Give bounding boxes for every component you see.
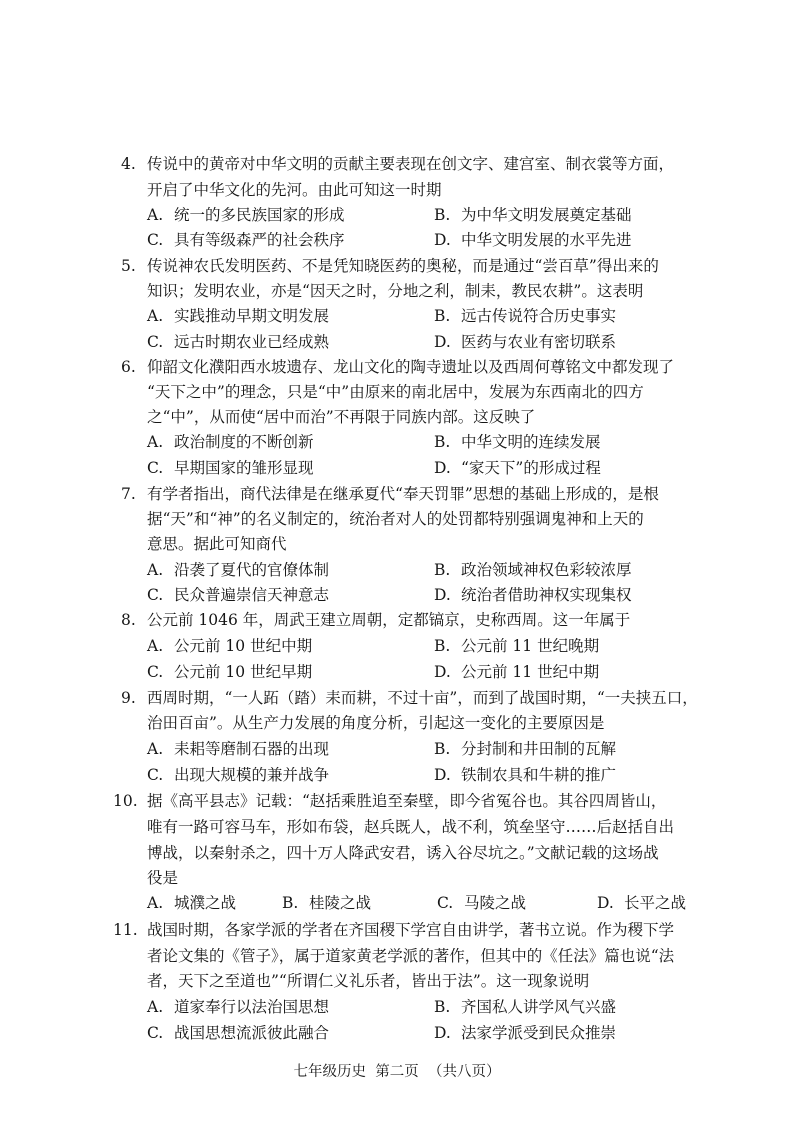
option-text: 中华文明的连续发展: [461, 433, 601, 451]
option-a: [147, 205, 345, 225]
option-b: [434, 306, 616, 326]
option-letter: C.: [147, 586, 164, 604]
option-text: 政治制度的不断创新: [174, 433, 314, 451]
option-letter: C.: [437, 894, 454, 912]
option-letter: D.: [434, 663, 451, 681]
option-letter: B.: [434, 206, 451, 224]
option-text: 城濮之战: [174, 894, 237, 912]
option-letter: D.: [434, 766, 451, 784]
option-letter: A.: [147, 998, 164, 1016]
option-letter: D.: [434, 586, 451, 604]
option-letter: B.: [434, 637, 451, 655]
option-letter: C.: [147, 459, 164, 477]
option-c: [147, 230, 345, 250]
option-letter: A.: [147, 637, 164, 655]
question-stem-line: 唯有一路可容马车，形如布袋，赵兵既人，战不利，筑垒坚守……后赵括自出: [147, 818, 675, 836]
option-b: [434, 432, 601, 452]
option-text: 出现大规模的兼并战争: [174, 766, 330, 784]
option-letter: B.: [434, 998, 451, 1016]
option-letter: A.: [147, 433, 164, 451]
option-letter: B.: [434, 740, 451, 758]
option-letter: D.: [597, 894, 614, 912]
option-letter: B.: [282, 894, 299, 912]
option-d: [434, 585, 632, 605]
option-b: [434, 560, 632, 580]
question-stem-line: 治田百亩”。从生产力发展的角度分析，引起这一变化的主要原因是: [147, 714, 605, 732]
question-stem-line: 者，天下之至道也”“所谓仁义礼乐者，皆出于法”。这一现象说明: [147, 972, 590, 990]
question-stem-line: 者论文集的《管子》，属于道家黄老学派的著作，但其中的《任法》篇也说“法: [147, 947, 675, 965]
question-stem-line: 之“中”，从而使“居中而治”不再限于同族内部。这反映了: [147, 408, 536, 426]
option-c: [147, 458, 314, 478]
option-letter: A.: [147, 740, 164, 758]
option-a: [147, 306, 329, 326]
question-number: 8.: [121, 611, 136, 629]
question-stem-line: 役是: [147, 869, 179, 887]
option-b: [434, 739, 616, 759]
option-d: [434, 765, 616, 785]
option-text: 法家学派受到民众推崇: [461, 1024, 617, 1042]
option-text: 统一的多民族国家的形成: [174, 206, 345, 224]
option-c: [437, 893, 526, 913]
option-text: 具有等级森严的社会秩序: [174, 231, 345, 249]
option-letter: D.: [434, 231, 451, 249]
question-stem-line: 西周时期，“一人跖（踏）耒而耕，不过十亩”，而到了战国时期，“一夫挟五口，: [147, 689, 698, 707]
option-text: “家天下”的形成过程: [461, 459, 601, 477]
option-letter: C.: [147, 1024, 164, 1042]
option-text: 公元前 11 世纪中期: [461, 663, 600, 681]
option-letter: B.: [434, 307, 451, 325]
question-stem-line: 公元前 1046 年，周武王建立周朝，定都镐京，史称西周。这一年属于: [147, 611, 631, 629]
option-letter: D.: [434, 333, 451, 351]
option-c: [147, 662, 312, 682]
option-text: 沿袭了夏代的官僚体制: [174, 561, 330, 579]
question-stem-line: 战国时期，各家学派的学者在齐国稷下学宫自由讲学，著书立说。作为稷下学: [147, 921, 675, 939]
option-letter: A.: [147, 894, 164, 912]
option-c: [147, 1023, 329, 1043]
option-text: 为中华文明发展奠定基础: [461, 206, 632, 224]
option-text: 医药与农业有密切联系: [461, 333, 617, 351]
question-number: 11.: [113, 921, 138, 939]
option-d: [434, 458, 601, 478]
option-b: [282, 893, 371, 913]
option-letter: B.: [434, 433, 451, 451]
option-text: 实践推动早期文明发展: [174, 307, 330, 325]
option-text: 远古时期农业已经成熟: [174, 333, 330, 351]
question-stem-line: 意思。据此可知商代: [147, 535, 287, 553]
option-text: 统治者借助神权实现集权: [461, 586, 632, 604]
option-b: [434, 205, 632, 225]
option-text: 道家奉行以法治国思想: [174, 998, 330, 1016]
option-text: 公元前 10 世纪中期: [174, 637, 313, 655]
question-number: 7.: [121, 485, 136, 503]
question-stem-line: 开启了中华文化的先河。由此可知这一时期: [147, 181, 442, 199]
option-text: 桂陵之战: [309, 894, 372, 912]
option-a: [147, 893, 236, 913]
option-c: [147, 585, 329, 605]
option-text: 民众普遍崇信天神意志: [174, 586, 330, 604]
option-letter: C.: [147, 663, 164, 681]
option-text: 中华文明发展的水平先进: [461, 231, 632, 249]
option-text: 远古传说符合历史事实: [461, 307, 617, 325]
question-stem-line: 知识；发明农业，亦是“因天之时，分地之利，制耒，教民农耕”。这表明: [147, 282, 644, 300]
question-stem-line: 传说中的黄帝对中华文明的贡献主要表现在创文字、建宫室、制衣裳等方面，: [147, 155, 675, 173]
option-a: [147, 636, 312, 656]
option-letter: C.: [147, 333, 164, 351]
option-d: [597, 893, 686, 913]
question-number: 6.: [121, 358, 136, 376]
option-text: 耒耜等磨制石器的出现: [174, 740, 330, 758]
option-letter: A.: [147, 561, 164, 579]
option-text: 公元前 11 世纪晚期: [461, 637, 600, 655]
question-stem-line: 据《高平县志》记载：“赵括乘胜追至秦壁，即今省冤谷也。其谷四周皆山，: [147, 792, 667, 810]
question-stem-line: 有学者指出，商代法律是在继承夏代“奉天罚罪”思想的基础上形成的，是根: [147, 485, 659, 503]
option-c: [147, 332, 329, 352]
page-footer: 七年级历史 第二页 （共八页）: [293, 1064, 501, 1080]
question-number: 9.: [121, 689, 136, 707]
option-d: [434, 1023, 616, 1043]
option-c: [147, 765, 329, 785]
option-a: [147, 997, 329, 1017]
option-text: 马陵之战: [464, 894, 527, 912]
option-text: 齐国私人讲学风气兴盛: [461, 998, 617, 1016]
option-text: 公元前 10 世纪早期: [174, 663, 313, 681]
question-stem-line: 博战，以秦射杀之，四十万人降武安君，诱入谷尽坑之。”文献记载的这场战: [147, 844, 659, 862]
question-stem-line: “天下之中”的理念，只是“中”由原来的南北居中，发展为东西南北的四方: [147, 383, 644, 401]
option-letter: D.: [434, 459, 451, 477]
option-letter: A.: [147, 206, 164, 224]
question-number: 5.: [121, 257, 136, 275]
option-b: [434, 997, 616, 1017]
option-text: 战国思想流派彼此融合: [174, 1024, 330, 1042]
option-d: [434, 230, 632, 250]
option-b: [434, 636, 599, 656]
option-a: [147, 739, 329, 759]
question-stem-line: 仰韶文化濮阳西水坡遗存、龙山文化的陶寺遗址以及西周何尊铭文中都发现了: [147, 358, 675, 376]
question-number: 4.: [121, 155, 136, 173]
option-letter: D.: [434, 1024, 451, 1042]
option-letter: B.: [434, 561, 451, 579]
option-a: [147, 432, 314, 452]
option-text: 分封制和井田制的瓦解: [461, 740, 617, 758]
option-a: [147, 560, 329, 580]
option-letter: C.: [147, 766, 164, 784]
option-text: 铁制农具和牛耕的推广: [461, 766, 617, 784]
option-d: [434, 332, 616, 352]
option-letter: C.: [147, 231, 164, 249]
question-number: 10.: [113, 792, 138, 810]
option-text: 早期国家的雏形显现: [174, 459, 314, 477]
option-text: 政治领域神权色彩较浓厚: [461, 561, 632, 579]
option-text: 长平之战: [624, 894, 687, 912]
question-stem-line: 传说神农氏发明医药、不是凭知晓医药的奥秘，而是通过“尝百草”得出来的: [147, 257, 659, 275]
question-stem-line: 据“天”和“神”的名义制定的，统治者对人的处罚都特别强调鬼神和上天的: [147, 510, 644, 528]
option-d: [434, 662, 599, 682]
option-letter: A.: [147, 307, 164, 325]
